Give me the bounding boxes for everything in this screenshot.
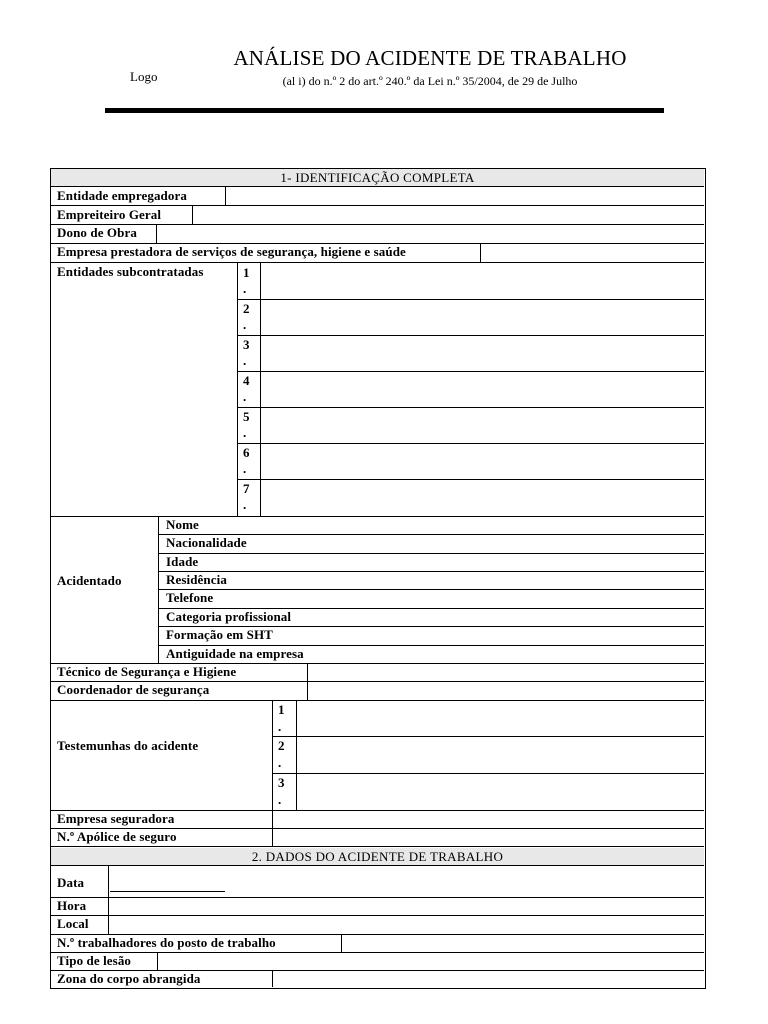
subcontratada-dot: .	[243, 317, 247, 332]
label-acidentado-field: Telefone	[166, 590, 214, 605]
field-formacao-sht[interactable]	[159, 627, 704, 645]
field-nome[interactable]	[159, 516, 704, 534]
field-n-trabalhadores[interactable]	[342, 934, 704, 952]
subcontratada-dot: .	[243, 353, 247, 368]
label-n-trabalhadores: N.º trabalhadores do posto de trabalho	[57, 935, 276, 950]
label-local: Local	[57, 916, 89, 931]
label-acidentado-field: Categoria profissional	[166, 609, 292, 624]
field-subcontratada-3[interactable]	[261, 336, 704, 372]
field-antiguidade[interactable]	[159, 646, 704, 663]
label-acidentado-field: Formação em SHT	[166, 627, 273, 642]
field-subcontratada-6[interactable]	[261, 444, 704, 480]
label-acidentado-field: Nacionalidade	[166, 535, 247, 550]
field-subcontratada-4[interactable]	[261, 372, 704, 408]
label-acidentado-field: Nome	[166, 517, 199, 532]
subcontratada-dot: .	[243, 425, 247, 440]
subcontratada-dot: .	[243, 281, 247, 296]
field-local[interactable]	[109, 915, 704, 934]
subcontratada-dot: .	[243, 461, 247, 476]
field-entidade-empregadora[interactable]	[226, 187, 704, 205]
header-rule	[105, 108, 664, 113]
testemunha-dot: .	[278, 755, 282, 770]
field-tecnico-seguranca[interactable]	[308, 663, 704, 681]
label-tipo-lesao: Tipo de lesão	[57, 953, 132, 968]
data-underline	[110, 891, 225, 892]
label-hora: Hora	[57, 898, 87, 913]
field-zona-corpo[interactable]	[273, 970, 704, 987]
field-subcontratada-2[interactable]	[261, 300, 704, 336]
subcontratada-number: 2	[243, 301, 250, 316]
label-empresa-seguradora: Empresa seguradora	[57, 811, 175, 826]
field-apolice-seguro[interactable]	[273, 828, 704, 846]
label-testemunhas: Testemunhas do acidente	[57, 738, 199, 753]
field-empreiteiro-geral[interactable]	[193, 206, 704, 224]
testemunha-number: 3	[278, 775, 285, 790]
section-1-header: 1- IDENTIFICAÇÃO COMPLETA	[51, 169, 704, 186]
label-apolice-seguro: N.º Apólice de seguro	[57, 829, 177, 844]
label-tecnico-seguranca: Técnico de Segurança e Higiene	[57, 664, 237, 679]
field-hora[interactable]	[109, 897, 704, 915]
label-coordenador-seguranca: Coordenador de segurança	[57, 682, 210, 697]
subcontratada-number: 6	[243, 445, 250, 460]
field-testemunha-2[interactable]	[297, 737, 704, 773]
subcontratada-number: 5	[243, 409, 250, 424]
document-subtitle: (al i) do n.º 2 do art.º 240.º da Lei n.º 35/2004, de 29 de Julho	[282, 74, 578, 88]
field-tipo-lesao[interactable]	[158, 952, 704, 970]
testemunha-dot: .	[278, 719, 282, 734]
label-acidentado-field: Residência	[166, 572, 227, 587]
subcontratada-dot: .	[243, 497, 247, 512]
field-empresa-seguradora[interactable]	[273, 810, 704, 828]
logo-placeholder: Logo	[130, 69, 158, 84]
field-telefone[interactable]	[159, 590, 704, 608]
subcontratada-number: 3	[243, 337, 250, 352]
label-empreiteiro-geral: Empreiteiro Geral	[57, 207, 162, 222]
field-testemunha-3[interactable]	[297, 774, 704, 810]
testemunha-number: 2	[278, 738, 285, 753]
field-empresa-prestadora[interactable]	[481, 244, 704, 262]
field-categoria-profissional[interactable]	[159, 609, 704, 627]
label-zona-corpo: Zona do corpo abrangida	[57, 971, 201, 986]
field-coordenador-seguranca[interactable]	[308, 681, 704, 700]
field-subcontratada-1[interactable]	[261, 263, 704, 299]
label-entidade-empregadora: Entidade empregadora	[57, 188, 187, 203]
field-data[interactable]	[109, 865, 704, 897]
label-data: Data	[57, 875, 85, 890]
subcontratada-number: 1	[243, 265, 250, 280]
label-entidades-subcontratadas: Entidades subcontratadas	[57, 264, 204, 279]
field-nacionalidade[interactable]	[159, 535, 704, 553]
subcontratada-dot: .	[243, 389, 247, 404]
section-2-header: 2. DADOS DO ACIDENTE DE TRABALHO	[51, 848, 704, 865]
field-residencia[interactable]	[159, 572, 704, 590]
testemunha-number: 1	[278, 702, 285, 717]
accident-form	[50, 168, 706, 989]
field-testemunha-1[interactable]	[297, 700, 704, 736]
label-acidentado: Acidentado	[57, 573, 122, 588]
label-acidentado-field: Idade	[166, 554, 199, 569]
field-subcontratada-7[interactable]	[261, 480, 704, 517]
label-dono-de-obra: Dono de Obra	[57, 225, 137, 240]
label-acidentado-field: Antiguidade na empresa	[166, 646, 304, 661]
field-subcontratada-5[interactable]	[261, 408, 704, 444]
label-empresa-prestadora: Empresa prestadora de serviços de segurança, higiene e saúde	[57, 244, 406, 259]
subcontratada-number: 7	[243, 481, 250, 496]
subcontratada-number: 4	[243, 373, 250, 388]
field-idade[interactable]	[159, 554, 704, 572]
document-title: ANÁLISE DO ACIDENTE DE TRABALHO	[233, 46, 627, 70]
field-dono-de-obra[interactable]	[157, 225, 704, 243]
testemunha-dot: .	[278, 792, 282, 807]
